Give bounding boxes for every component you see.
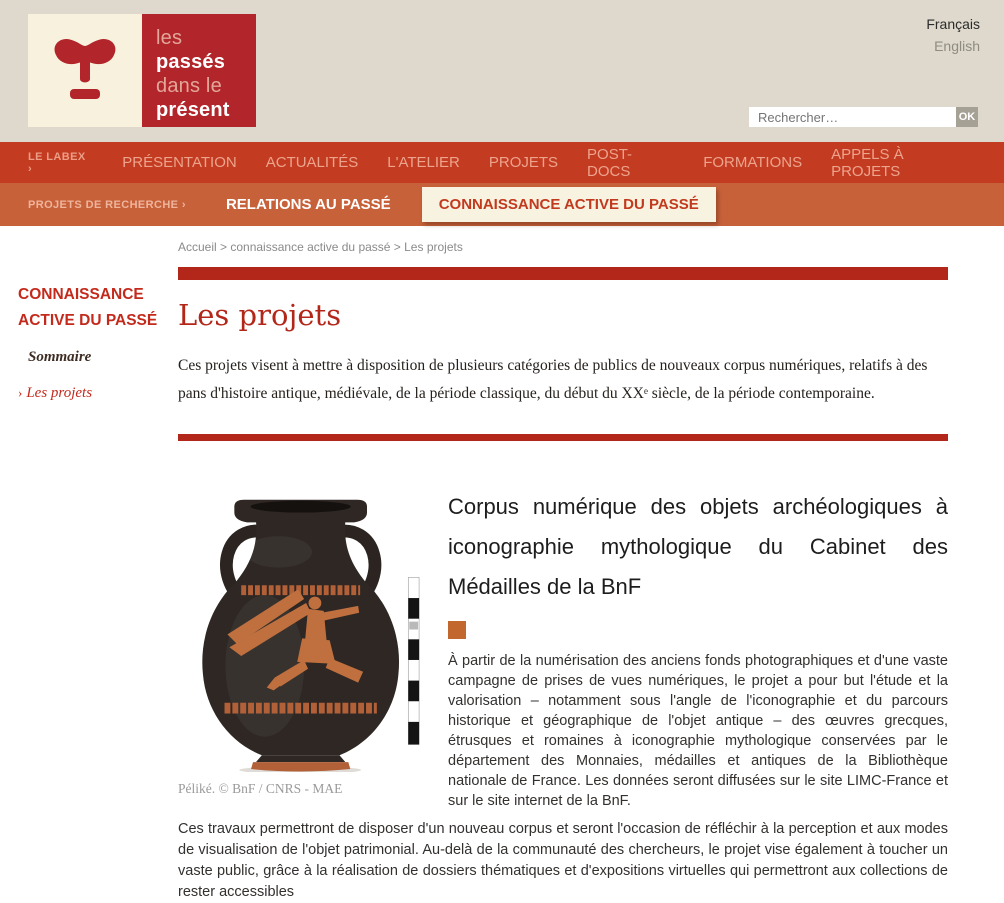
sidebar-item-les-projets[interactable]	[18, 385, 170, 402]
nav-item-actualites[interactable]: ACTUALITÉS	[265, 154, 359, 171]
project-entry	[178, 487, 948, 903]
nav-item-appels-a-projets[interactable]: APPELS À PROJETS	[831, 145, 904, 180]
nav-item-atelier[interactable]: L'ATELIER	[387, 154, 460, 171]
labex-logo-icon	[49, 34, 121, 107]
page-title: Les projets	[178, 298, 342, 332]
section-divider-bar	[178, 434, 948, 441]
sidebar-item-label: Les projets	[26, 385, 93, 401]
logo-wordmark	[142, 14, 256, 127]
subnav-item-relations-au-passe[interactable]: RELATIONS AU PASSÉ	[225, 196, 391, 213]
logo-glyph-panel	[28, 14, 142, 127]
nav-item-le-labex[interactable]: LE LABEX ›	[28, 150, 86, 175]
sidebar-section-title[interactable]: CONNAISSANCE ACTIVE DU PASSÉ	[18, 286, 158, 329]
lang-francais-link[interactable]: Français	[926, 16, 980, 32]
nav-item-presentation[interactable]: PRÉSENTATION	[122, 154, 237, 171]
search-bar	[749, 107, 978, 127]
logo-word-passes: passés	[156, 51, 226, 73]
secondary-nav	[0, 183, 1004, 226]
lang-english-link[interactable]: English	[934, 38, 980, 54]
page-content	[0, 240, 1004, 903]
scale-stick	[408, 577, 419, 744]
logo-word-les: les	[156, 27, 183, 49]
project-title: Corpus numérique des objets archéologiques à iconographie mythologique du Cabinet des Médailles de la BnF	[448, 494, 948, 599]
project-body	[448, 487, 948, 811]
project-paragraph-1: À partir de la numérisation des anciens fonds photographiques et d'une vaste campagne de prises de vues numériques, le projet a pour but l'étude et la valorisation – notamment sous l'angle de l'iconographie et du parcours historique et géographique de l'objet antique – des œuvres grecques, étrusques et romaines à iconographie mythologique conservées par le département des Monnaies, médailles et antiques de la Bibliothèque nationale de France. Les données seront diffusées sur le site LIMC-France et sur le site internet de la BnF.	[448, 653, 948, 809]
logo-word-present: présent	[156, 99, 230, 121]
project-figure	[178, 487, 443, 797]
pelike-vase-photo	[178, 759, 443, 776]
main-nav	[0, 142, 1004, 183]
breadcrumb[interactable]: Accueil > connaissance active du passé > Les projets	[178, 240, 463, 254]
site-logo[interactable]	[28, 14, 256, 127]
orange-square-marker	[448, 621, 466, 639]
image-caption: Péliké. © BnF / CNRS - MAE	[178, 781, 343, 796]
site-header	[0, 0, 1004, 142]
chevron-right-icon: ›	[18, 385, 23, 400]
nav-item-post-docs[interactable]: POST-DOCS	[587, 145, 633, 180]
sidebar	[18, 282, 170, 402]
language-switcher	[926, 13, 980, 57]
logo-word-dans-le: dans le	[156, 75, 222, 97]
subnav-item-projets-de-recherche[interactable]: PROJETS DE RECHERCHE ›	[28, 198, 186, 211]
nav-item-formations[interactable]: FORMATIONS	[703, 154, 803, 171]
section-divider-bar-top	[178, 267, 948, 280]
subnav-item-connaissance-active-active-tab[interactable]: CONNAISSANCE ACTIVE DU PASSÉ	[422, 187, 716, 222]
intro-paragraph: Ces projets visent à mettre à disposition de plusieurs catégories de publics de nouveaux corpus numériques, relatifs à des pans d'histoire antique, médiévale, de la période classique, du début du XXᵉ siècle, de la période contemporaine.	[178, 357, 928, 402]
nav-item-projets[interactable]: PROJETS	[488, 154, 559, 171]
main-column	[178, 267, 948, 903]
search-submit-button[interactable]: OK	[956, 107, 978, 127]
sidebar-sommaire-heading: Sommaire	[28, 349, 92, 365]
search-input[interactable]	[749, 107, 956, 127]
project-paragraph-2: Ces travaux permettront de disposer d'un nouveau corpus et seront l'occasion de réfléchir à la perception et aux modes de visualisation de l'objet patrimonial. Au-delà de la communauté des chercheurs, le projet vise également à toucher un vaste public, grâce à la réalisation de dossiers thématiques et d'expositions virtuelles qui permettront aux collections de rester accessibles	[178, 821, 948, 900]
